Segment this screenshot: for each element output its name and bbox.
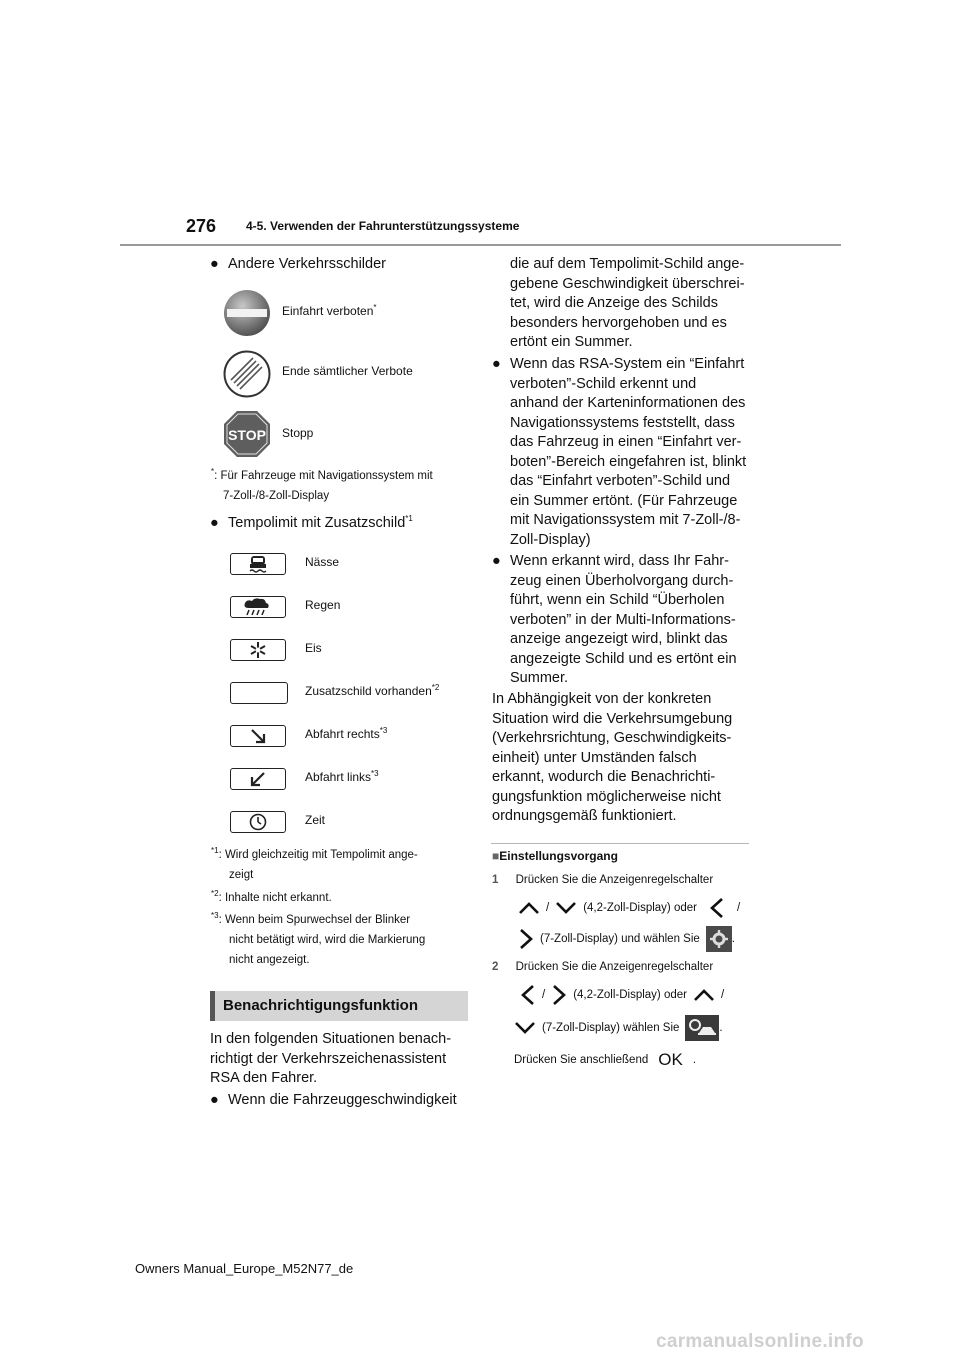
- bullet-dot-icon: ●: [210, 1092, 219, 1108]
- stop-sign-text: STOP: [228, 427, 266, 443]
- step-1: 1 Drücken Sie die Anzeigenregelschalter: [492, 874, 714, 886]
- section-heading-notification: Benachrichtigungsfunktion: [210, 991, 468, 1021]
- plate-label-ice: Eis: [305, 641, 322, 655]
- left-arrow-icon: [520, 984, 536, 1006]
- footnote-3: $^{*3}$: Wenn beim Spurwechsel der Blinker: [211, 911, 411, 926]
- footnote-2: $^{*2}$: Inhalte nicht erkannt.: [211, 889, 332, 904]
- step-2-line4: Drücken Sie anschließend OK .: [514, 1050, 697, 1069]
- footnote-1: $^{*1}$: Wird gleichzeitig mit Tempolimit ange-: [211, 846, 418, 861]
- watermark: carmanualsonline.info: [656, 1331, 864, 1352]
- bullet-no-entry-detected: ● Wenn das RSA-System ein “Einfahrt verboten”-Schild erkennt und anhand der Karteninformationen des Navigationssystems feststellt, dass das Fahrzeug in einen “Einfahrt ver- boten”-Bereich eingefahren ist, blinkt das “Einfahrt verboten”-Schild und ein Summer ertönt. (Für Fahrzeuge mit Navigationssystem mit 7-Zoll-/8- Zoll-Display): [492, 356, 747, 548]
- bullet-dot-icon: ●: [492, 553, 501, 569]
- footnote-3-line2: nicht betätigt wird, wird die Markierung: [229, 934, 426, 946]
- down-arrow-icon: [514, 1021, 536, 1035]
- bullet-overtaking: ● Wenn erkannt wird, dass Ihr Fahr- zeug einen Überholvorgang durch- führt, wenn ein Schild “Überholen verboten” in der Multi-Informations- anzeige angezeigt wird, blinkt das angezeigte Schild und es ertönt ein Summer.: [492, 553, 737, 686]
- stop-sign-icon: [223, 410, 271, 458]
- plate-exit-right-icon: [230, 725, 286, 747]
- square-icon: ■: [492, 849, 500, 863]
- plate-exit-left-icon: [230, 768, 286, 790]
- sign-label-no-entry: Einfahrt verboten*: [282, 303, 377, 318]
- caution-paragraph: In Abhängigkeit von der konkreten Situation wird die Verkehrsumgebung (Verkehrsrichtung, Geschwindigkeits- einheit) unter Umständen falsch erkannt, wodurch die Benachrichti- gungsfunktion möglicherweise nicht ordnungsgemäß funktioniert.: [492, 691, 733, 824]
- ok-icon: OK: [658, 1050, 683, 1069]
- footnote-star: *: Für Fahrzeuge mit Navigationssystem mit: [211, 467, 433, 482]
- step-2-line3: (7-Zoll-Display) wählen Sie .: [514, 1015, 723, 1041]
- plate-label-wet: Nässe: [305, 555, 340, 569]
- speed-bullet-continued: die auf dem Tempolimit-Schild ange- gebene Geschwindigkeit überschrei- tet, wird die Anzeige des Schilds besonders hervorgehoben und es ertönt ein Summer.: [510, 256, 745, 350]
- bullet-dot-icon: ●: [492, 356, 501, 372]
- end-restrictions-sign-icon: [223, 350, 271, 398]
- up-arrow-icon: [518, 901, 540, 915]
- plate-label-exit-right: Abfahrt rechts$^{*3}$: [305, 726, 388, 741]
- bullet-other-signs: ● Andere Verkehrsschilder: [228, 255, 386, 275]
- plate-wet-icon: [230, 553, 286, 575]
- step-2-line2: / (4,2-Zoll-Display) oder /: [520, 984, 724, 1006]
- up-arrow-icon: [693, 988, 715, 1002]
- sign-label-stop: Stopp: [282, 426, 314, 440]
- plate-label-time: Zeit: [305, 813, 326, 827]
- footer-manual-id: Owners Manual_Europe_M52N77_de: [135, 1261, 354, 1276]
- step-1-line3: (7-Zoll-Display) und wählen Sie .: [518, 926, 735, 952]
- footnote-3-line3: nicht angezeigt.: [229, 954, 310, 966]
- bullet-dot-icon: ●: [210, 515, 219, 531]
- page-number: 276: [186, 216, 217, 236]
- chapter-title: 4-5. Verwenden der Fahrunterstützungssysteme: [246, 219, 520, 233]
- header-rule: [120, 244, 841, 246]
- plate-rain-icon: [230, 596, 286, 618]
- step-2: 2 Drücken Sie die Anzeigenregelschalter: [492, 961, 714, 973]
- intro-paragraph: In den folgenden Situationen benach- richtigt der Verkehrszeichenassistent RSA den Fahrer.: [210, 1031, 452, 1086]
- footnote-star-line2: 7-Zoll-/8-Zoll-Display: [223, 490, 330, 502]
- sign-label-end-restrictions: Ende sämtlicher Verbote: [282, 364, 413, 378]
- bullet-speed: ● Wenn die Fahrzeuggeschwindigkeit: [228, 1091, 457, 1111]
- footnote-1-line2: zeigt: [229, 869, 254, 881]
- plate-label-exit-left: Abfahrt links$^{*3}$: [305, 769, 379, 784]
- subsection-rule: [491, 843, 749, 844]
- left-arrow-icon: [709, 897, 725, 919]
- plate-empty-icon: [230, 682, 288, 704]
- plate-time-icon: [230, 811, 286, 833]
- plate-label-additional: Zusatzschild vorhanden$^{*2}$: [305, 683, 440, 698]
- right-arrow-icon: [551, 984, 567, 1006]
- subsection-heading: ■Einstellungsvorgang: [492, 849, 618, 863]
- gear-icon: [706, 926, 732, 952]
- bullet-dot-icon: ●: [210, 256, 219, 272]
- driving-assist-icon: [685, 1015, 719, 1041]
- no-entry-sign-icon: [223, 289, 271, 337]
- bullet-speed-limit-plate: ● Tempolimit mit Zusatzschild$^{*1}$: [228, 514, 413, 534]
- down-arrow-icon: [555, 901, 577, 915]
- plate-ice-icon: [230, 639, 286, 661]
- right-arrow-icon: [518, 928, 534, 950]
- step-1-line2: / (4,2-Zoll-Display) oder /: [518, 897, 740, 919]
- plate-label-rain: Regen: [305, 598, 341, 612]
